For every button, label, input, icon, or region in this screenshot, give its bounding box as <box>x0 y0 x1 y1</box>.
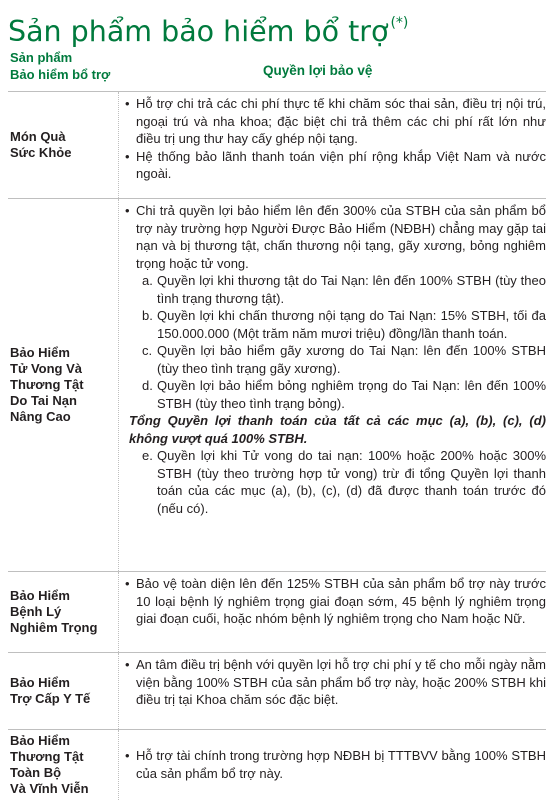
row-product-name-text: Bảo Hiểm Trợ Cấp Y Tế <box>10 675 91 706</box>
row-benefits <box>118 572 546 652</box>
benefit-bullet <box>125 95 546 148</box>
row-benefits <box>118 730 546 800</box>
table-row-total-disability <box>8 730 546 800</box>
row-product-name <box>8 92 118 198</box>
header-product-label: Sản phẩm Bảo hiểm bổ trợ <box>10 50 111 82</box>
row-benefits <box>118 92 546 198</box>
row-benefits <box>118 653 546 729</box>
sub-item-text: Quyền lợi khi thương tật do Tai Nạn: lên đến 100% STBH (tùy theo tình trạng thương tật). <box>157 273 546 306</box>
table-row-medical-allowance <box>8 653 546 730</box>
bullet-mark: • <box>125 203 130 218</box>
sub-item-letter: d. <box>142 378 153 393</box>
row-product-name <box>8 653 118 729</box>
benefit-sub-item-e <box>125 447 546 517</box>
sub-item-letter: e. <box>142 448 153 463</box>
bullet-mark: • <box>125 576 130 591</box>
table-row-accident <box>8 199 546 572</box>
benefit-text: Hệ thống bảo lãnh thanh toán viện phí rộng khắp Việt Nam và nước ngoài. <box>136 148 546 181</box>
benefit-sub-item-a <box>125 272 546 307</box>
sub-item-letter: c. <box>142 343 153 358</box>
benefit-bullet <box>125 148 546 183</box>
bullet-mark: • <box>125 96 130 111</box>
sub-item-letter: a. <box>142 273 153 288</box>
header-product-column <box>10 49 110 83</box>
table-row-health-gift <box>8 92 546 199</box>
row-product-name-text: Bảo Hiểm Tử Vong Và Thương Tật Do Tai Nạn Nâng Cao <box>10 345 84 424</box>
sub-item-letter: b. <box>142 308 153 323</box>
benefit-sub-item-d <box>125 377 546 412</box>
title-footnote-mark: (*) <box>390 15 409 31</box>
sub-item-text: Quyền lợi bảo hiểm bỏng nghiêm trọng do Tai Nạn: lên đến 100% STBH (tùy theo tình trạng bỏng). <box>157 378 546 411</box>
sub-item-text: Quyền lợi bảo hiểm gãy xương do Tai Nạn: lên đến 100% STBH (tùy theo tình trạng gãy xương). <box>157 343 546 376</box>
benefit-text: Hỗ trợ chi trả các chi phí thực tế khi chăm sóc thai sản, điều trị nội trú, ngoại trú và nha khoa; đặc biệt chi trả thêm các chi phí rất lớn như điều trị ung thư hay cấy ghép nội tạng. <box>136 96 546 146</box>
header-benefit-column: Quyền lợi bảo vệ <box>263 63 373 78</box>
benefit-bullet <box>125 575 546 628</box>
table-header <box>8 43 546 92</box>
row-product-name-text: Món Quà Sức Khỏe <box>10 129 72 160</box>
row-product-name <box>8 572 118 652</box>
bullet-mark: • <box>125 748 130 763</box>
benefit-bullet <box>125 656 546 709</box>
row-product-name <box>8 199 118 571</box>
row-product-name-text: Bảo Hiểm Bệnh Lý Nghiêm Trọng <box>10 588 98 635</box>
benefit-cap-note: Tổng Quyền lợi thanh toán của tất cả các mục (a), (b), (c), (d) không vượt quá 100% STBH. <box>129 413 546 446</box>
table-row-critical-illness <box>8 572 546 653</box>
benefit-bullet <box>125 747 546 782</box>
title-text: Sản phẩm bảo hiểm bổ trợ <box>8 15 389 48</box>
sub-item-text: Quyền lợi khi Tử vong do tai nạn: 100% hoặc 200% hoặc 300% STBH (tùy theo trường hợp tử vong) trừ đi tổng Quyền lợi thanh toán của các mục (a), (b), (c), (d) đã được thanh toán trước đó (nếu có). <box>157 448 546 516</box>
bullet-mark: • <box>125 148 130 164</box>
benefit-text: Bảo vệ toàn diện lên đến 125% STBH của sản phẩm bổ trợ này trước 10 loại bệnh lý nghiêm trọng giai đoạn sớm, 45 bệnh lý nghiêm trọng giai đoạn cuối, hoặc nhóm bệnh lý nghiêm trọng cho Nam hoặc Nữ. <box>136 576 546 626</box>
benefit-text: Chi trả quyền lợi bảo hiểm lên đến 300% của STBH của sản phẩm bổ trợ này trường hợp Người Được Bảo Hiểm (NĐBH) chẳng may gặp tai nạn và bị thương tật, chấn thương nội tạng, gãy xương, bỏng nghiêm trọng hoặc tử vong. <box>136 203 546 271</box>
benefit-bullet <box>125 202 546 272</box>
benefit-text: An tâm điều trị bệnh với quyền lợi hỗ trợ chi phí y tế cho mỗi ngày nằm viện bằng 100% STBH của sản phẩm bổ trợ này, hoặc 200% STBH khi điều trị tại Khoa chăm sóc đặc biệt. <box>136 657 546 707</box>
row-product-name-text: Bảo Hiểm Thương Tật Toàn Bộ Và Vĩnh Viễn <box>10 733 89 796</box>
benefit-sub-item-c <box>125 342 546 377</box>
benefit-text: Hỗ trợ tài chính trong trường hợp NĐBH bị TTTBVV bằng 100% STBH của sản phẩm bổ trợ này. <box>136 748 546 781</box>
row-benefits <box>118 199 546 571</box>
row-product-name <box>8 730 118 800</box>
sub-item-text: Quyền lợi khi chấn thương nội tạng do Tai Nạn: 15% STBH, tối đa 150.000.000 (Một trăm năm mươi triệu) đồng/lần thanh toán. <box>157 308 546 341</box>
benefit-sub-item-b <box>125 307 546 342</box>
page-title <box>8 0 546 48</box>
bullet-mark: • <box>125 657 130 672</box>
